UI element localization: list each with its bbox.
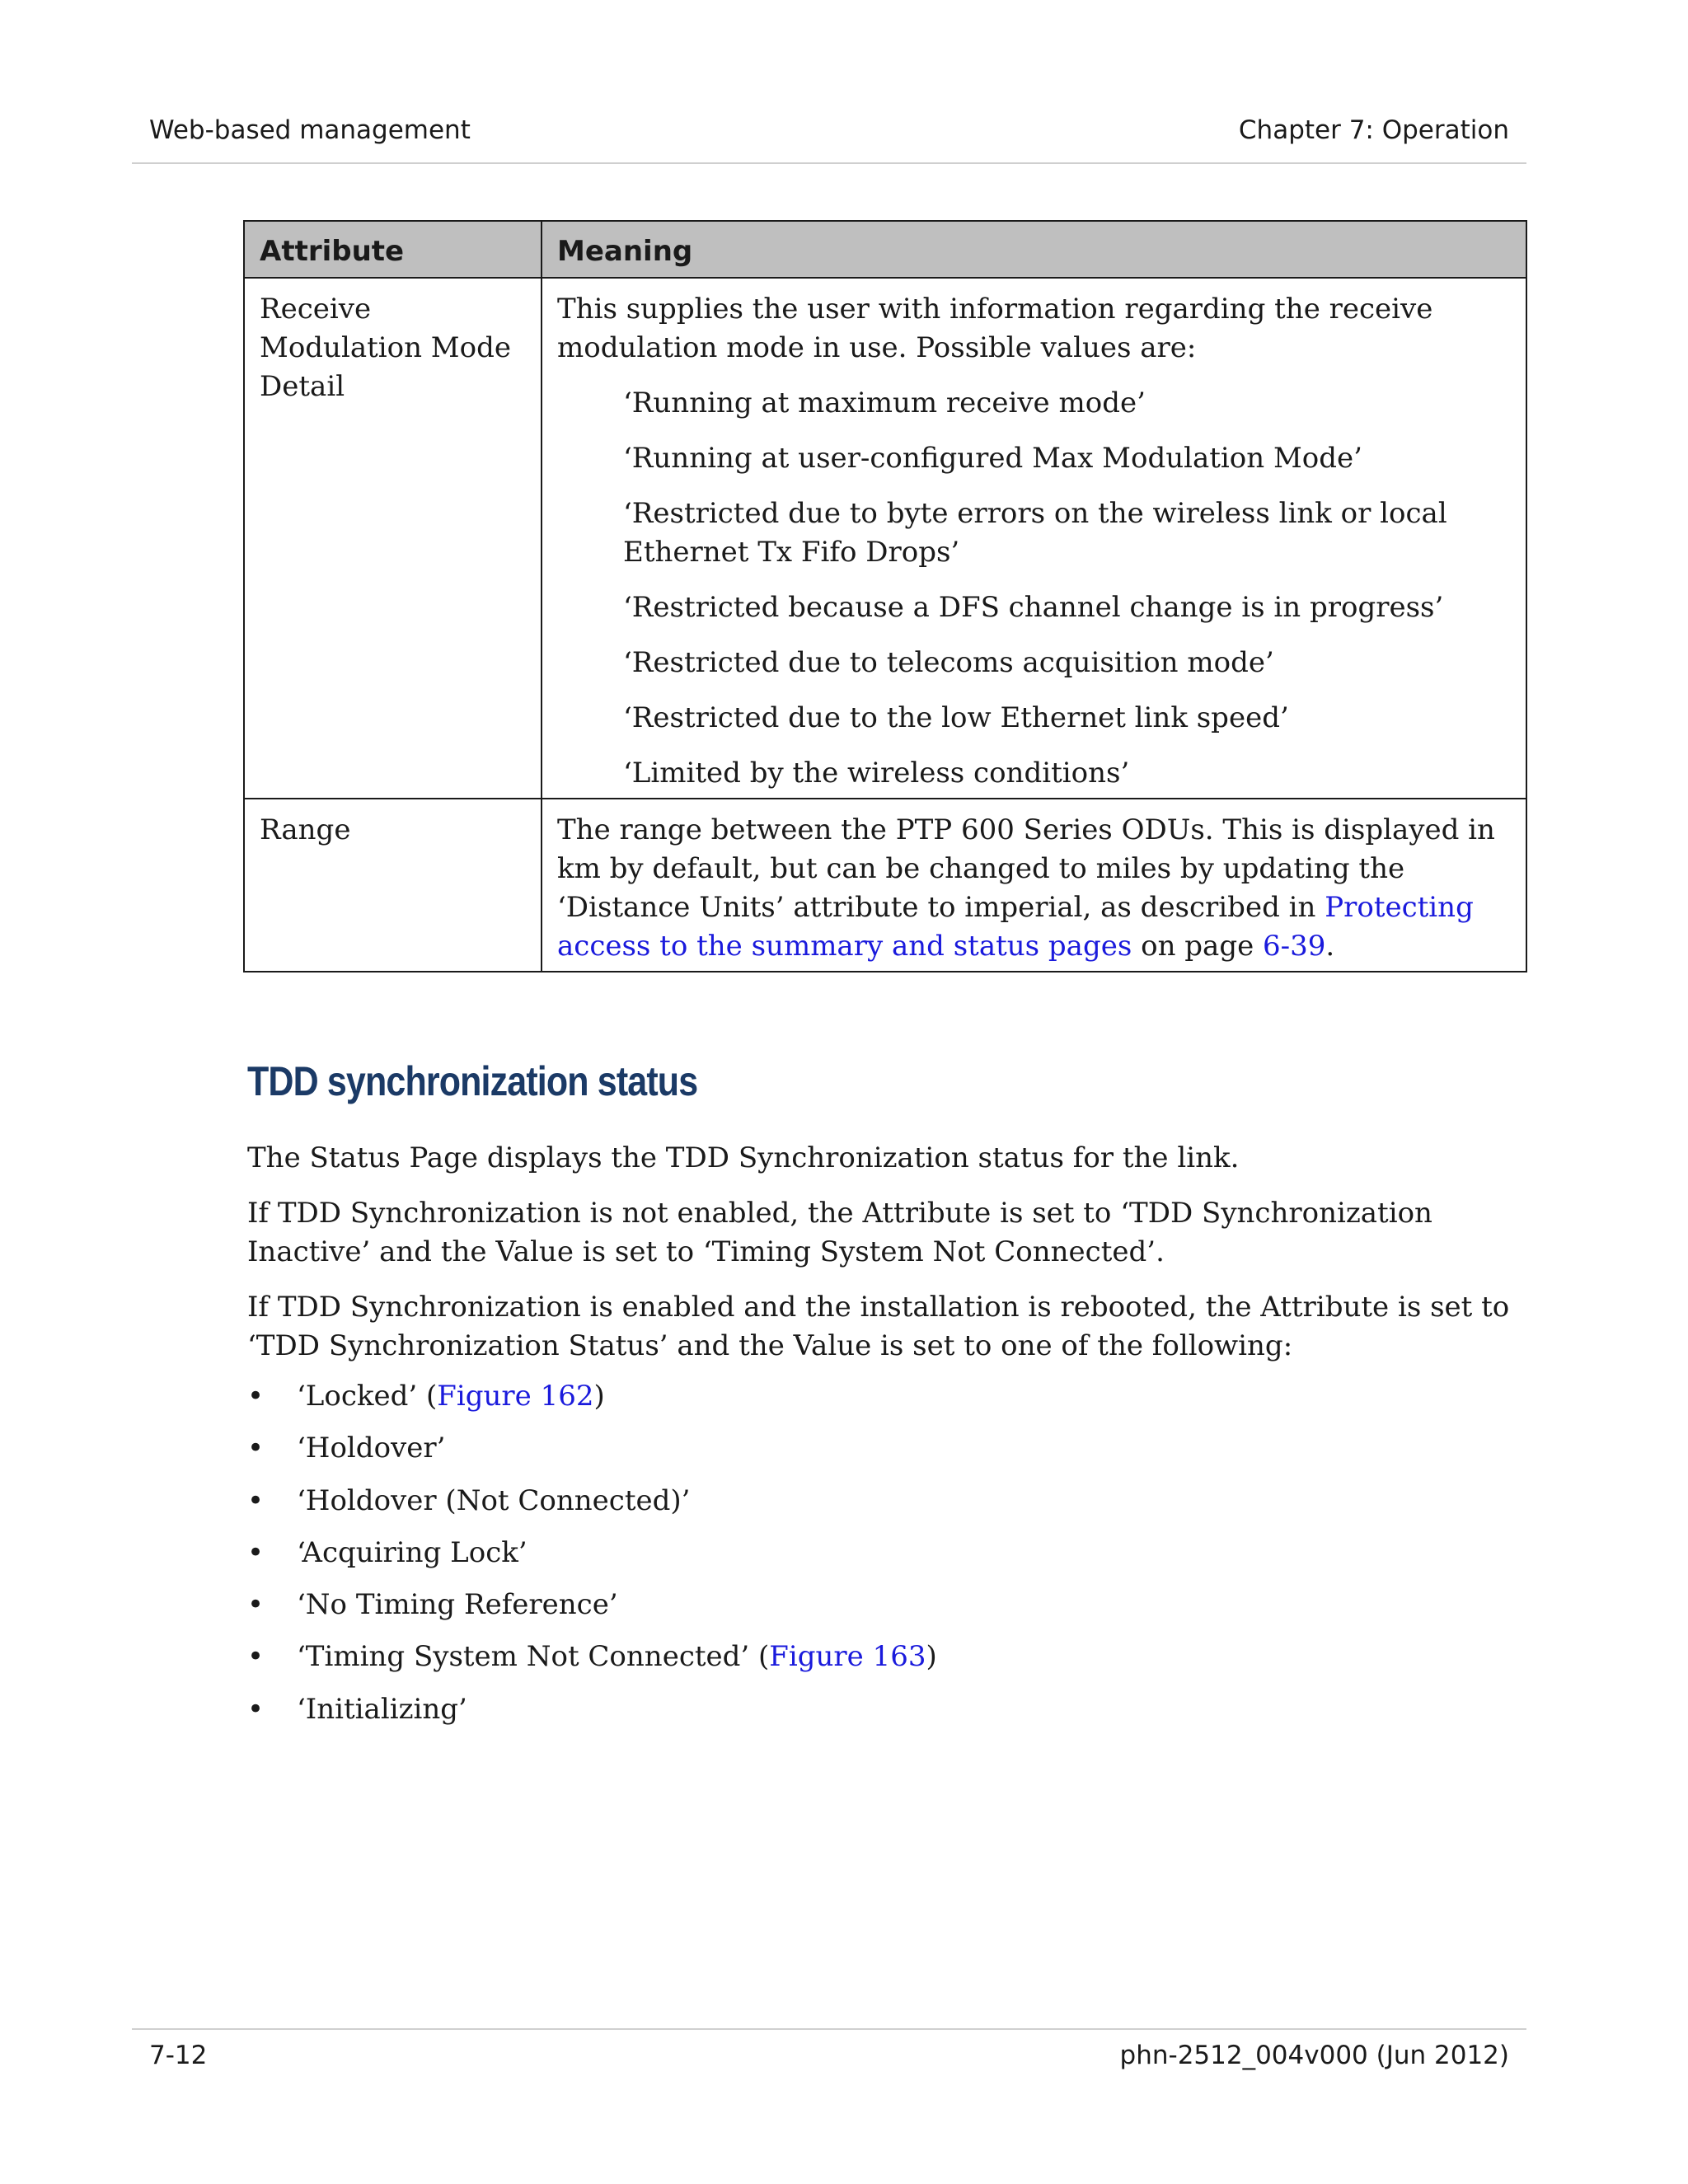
list-item (247, 1586, 937, 1638)
list-item (247, 1534, 937, 1586)
possible-value: ‘Restricted due to telecoms acquisition mode’ (623, 646, 1274, 679)
status-value-list (247, 1377, 937, 1742)
bullet-icon: • (247, 1483, 265, 1517)
bullet-icon: • (247, 1588, 265, 1622)
column-header-attribute: Attribute (244, 221, 542, 278)
footer-rule (132, 2028, 1526, 2030)
list-item (247, 1482, 937, 1534)
figure-162-link[interactable]: Figure 162 (437, 1380, 594, 1413)
bullet-icon: • (247, 1535, 265, 1569)
meaning-cell (542, 799, 1526, 972)
protecting-access-link[interactable]: Protecting access to the summary and status pages (557, 891, 1474, 963)
list-item (247, 1690, 937, 1742)
attribute-cell: Receive Modulation Mode Detail (244, 278, 542, 799)
list-item-text: ‘Acquiring Lock’ (297, 1535, 528, 1569)
possible-value: ‘Running at user-configured Max Modulation Mode’ (623, 442, 1362, 475)
figure-163-link[interactable]: Figure 163 (769, 1640, 926, 1674)
possible-value: ‘Restricted because a DFS channel change is in progress’ (623, 591, 1444, 624)
paragraph: If TDD Synchronization is not enabled, the Attribute is set to ‘TDD Synchronization Inactive’ and the Value is set to ‘Timing System Not Connected’. (247, 1197, 1432, 1268)
bullet-icon: • (247, 1640, 265, 1674)
possible-value: ‘Running at maximum receive mode’ (623, 387, 1146, 419)
header-rule (132, 162, 1526, 164)
paragraph: If TDD Synchronization is enabled and the installation is rebooted, the Attribute is set to ‘TDD Synchronization Status’ and the Value is set to one of the following: (247, 1291, 1510, 1362)
list-item (247, 1377, 937, 1429)
possible-value: ‘Limited by the wireless conditions’ (623, 757, 1130, 790)
meaning-text: on page (1132, 930, 1264, 963)
bullet-icon: • (247, 1432, 265, 1465)
list-item-text: ) (593, 1380, 605, 1413)
table-header-row (244, 221, 1526, 278)
document-id: phn-2512_004v000 (Jun 2012) (1119, 2041, 1509, 2070)
page-reference-link[interactable]: 6-39 (1263, 930, 1326, 963)
table-row (244, 799, 1526, 972)
section-title: TDD synchronization status (247, 1058, 698, 1104)
table-row (244, 278, 1526, 799)
meaning-cell (542, 278, 1526, 799)
list-item (247, 1429, 937, 1481)
list-item (247, 1638, 937, 1690)
page-number: 7-12 (149, 2041, 208, 2070)
list-item-text: ‘No Timing Reference’ (297, 1588, 618, 1622)
column-header-meaning: Meaning (542, 221, 1526, 278)
list-item-text: ‘Initializing’ (297, 1692, 467, 1726)
attribute-table (243, 220, 1527, 972)
paragraph: The Status Page displays the TDD Synchronization status for the link. (247, 1141, 1240, 1174)
running-header-section: Web-based management (149, 115, 471, 145)
list-item-text: ) (926, 1640, 937, 1674)
possible-value: ‘Restricted due to the low Ethernet link speed’ (623, 701, 1289, 734)
bullet-icon: • (247, 1692, 265, 1726)
attribute-cell: Range (244, 799, 542, 972)
list-item-text: ‘Locked’ ( (297, 1380, 438, 1413)
possible-value: ‘Restricted due to byte errors on the wireless link or local Ethernet Tx Fifo Drops’ (623, 497, 1447, 569)
possible-values-list (557, 384, 1511, 793)
list-item-text: ‘Holdover’ (297, 1432, 446, 1465)
meaning-text: The range between the PTP 600 Series ODUs. This is displayed in km by default, but can be changed to miles by updating the ‘Distance Units’ attribute to imperial, as described in (557, 813, 1495, 924)
meaning-intro: This supplies the user with information regarding the receive modulation mode in use. Possible values are: (557, 293, 1433, 364)
list-item-text: ‘Timing System Not Connected’ ( (297, 1640, 770, 1674)
bullet-icon: • (247, 1380, 265, 1413)
list-item-text: ‘Holdover (Not Connected)’ (297, 1483, 691, 1517)
running-header-chapter: Chapter 7: Operation (1238, 115, 1509, 145)
meaning-text: . (1325, 930, 1335, 963)
